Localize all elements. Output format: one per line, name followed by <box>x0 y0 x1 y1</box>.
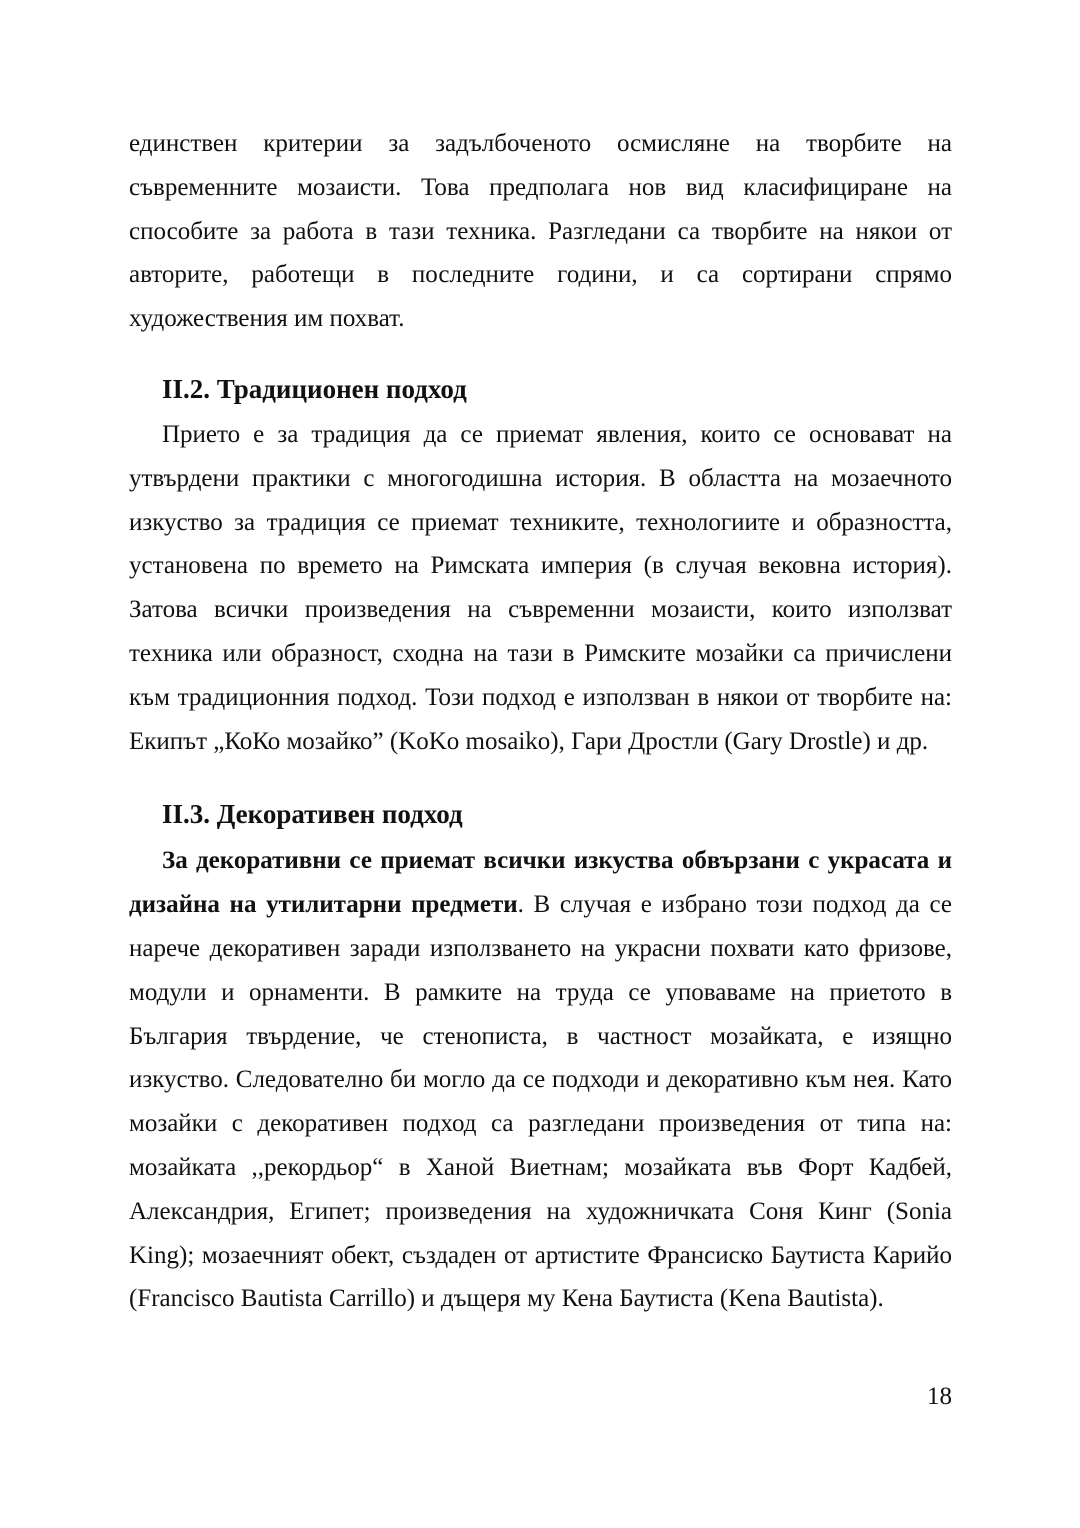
traditional-paragraph: Прието е за традиция да се приемат явления, които се основават на утвърдени практики с многогодишна история. В областта на мозаечното изкуство за традиция се приемат техниките, технологиите и образността, установена по времето на Римската империя (в случая вековна история). Затова всички произведения на съвременни мозаисти, които използват техника или образност, сходна на тази в Римските мозайки са причислени към традиционния подход. Този подход е използван в някои от творбите на: Екипът „КоКо мозайко” (KoKo mosaiko), Гари Дростли (Gary Drostle) и др. <box>129 420 952 755</box>
section-heading-decorative: II.3. Декоративен подход <box>162 799 463 830</box>
decorative-paragraph-text: . В случая е избрано този подход да се нарече декоративен заради използването на украсни похвати като фризове, модули и орнаменти. В рамките на труда се уповаваме на приетото в България твърдение, че стенописта, в частност мозайката, е изящно изкуство. Следователно би могло да се подходи и декоративно към нея. Като мозайки с декоративен подход са разгледани произведения от типа на: мозайката ,,рекордьор“ в Ханой Виетнам; мозайката във Форт Кадбей, Александрия, Египет; произведения на художничката Соня Кинг (Sonia King); мозаечният обект, създаден от артистите Франсиско Баутиста Карийо (Francisco Bautista Carrillo) и дъщеря му Кена Баутиста (Kena Bautista). <box>129 891 952 1313</box>
decorative-paragraph <box>129 839 952 1321</box>
page-number: 18 <box>927 1383 952 1410</box>
decorative-definition-bold: За декоративни се приемат всички изкуства обвързани с украсата и дизайна на утилитарни предмети <box>129 847 952 919</box>
section-heading-traditional: II.2. Традиционен подход <box>162 373 467 404</box>
document-page <box>129 122 952 1321</box>
intro-paragraph: единствен критерии за задълбоченото осмисляне на творбите на съвременните мозаисти. Това предполага нов вид класифициране на способите за работа в тази техника. Разгледани са творбите на някои от авторите, работещи в последните години, и са сортирани спрямо художествения им похват. <box>129 130 952 333</box>
